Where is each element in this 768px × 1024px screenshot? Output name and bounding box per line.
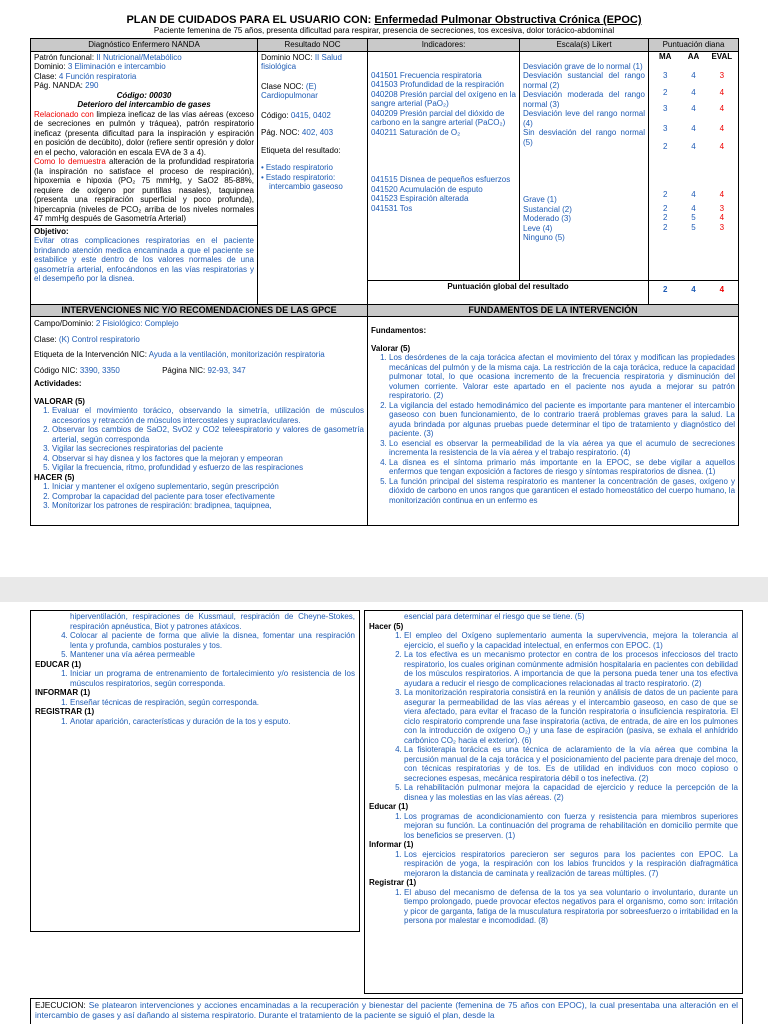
title-prefix: PLAN DE CUIDADOS PARA EL USUARIO CON: — [126, 14, 372, 26]
scores-cell: MA AA EVAL 3 4 3 2 4 4 3 4 4 3 4 4 2 4 4 2 4 4 2 4 3 2 5 4 2 5 3 — [649, 51, 739, 281]
scores-grupo1: 3 4 3 2 4 4 3 4 4 3 4 4 2 4 4 — [662, 71, 725, 151]
document-subtitle: Paciente femenina de 75 años, presenta dificultad para respirar, presencia de secreciones, tos excesiva, dolor torácico-abdominal — [153, 26, 615, 35]
likert-cell — [520, 51, 649, 281]
ejecucion-label: EJECUCION: — [35, 1000, 86, 1010]
header-indicadores: Indicadores: — [368, 39, 520, 52]
noc-cell: Dominio NOC: II Salud fisiológica Clase NOC: (E) Cardiopulmonar Código: 0415, 0402 Pág. NOC: 402, 403 Etiqueta del resultado: • Estado respiratorio • Estado respiratorio: intercambio gaseoso — [258, 51, 368, 304]
table-body-row — [31, 51, 739, 281]
nanda-diagnostico: Deterioro del intercambio de gases — [77, 100, 211, 109]
document-title — [0, 14, 768, 26]
table-header-row — [31, 39, 739, 52]
header-puntuacion: Puntuación diana — [649, 39, 739, 52]
nanda-relacionado: Relacionado con limpieza ineficaz de las vías aéreas (exceso de secreciones en pulmón y tráquea), patrón respiratorio ineficaz (presenta dificultad para la inspiración y espiración en posición de decúbito), dolor (refiere sentir opresión y dolor en el pecho, valoración en escala EVA de 3 a 4). — [34, 109, 254, 157]
nanda-codigo: Código: 00030 — [116, 90, 172, 100]
noc-resultados: • Estado respiratorio • Estado respiratorio: intercambio gaseoso — [261, 163, 364, 192]
indicadores-cell — [368, 51, 520, 281]
global-score-label: Puntuación global del resultado — [368, 281, 649, 304]
nanda-cell: Patrón funcional: II Nutricional/Metabólico Dominio: 3 Eliminación e intercambio Clase: 4 Función respiratoria Pág. NANDA: 290 Código: 00030 Deterioro del intercambio de gases Relacionado con limpieza ineficaz de las vías aéreas (exceso de secreciones en pulmón y tráquea), patrón respiratorio ineficaz (presenta dificultad para la inspiración y espiración en posición de decúbito), dolor (refiere sentir opresión y dolor en el pecho, valoración en escala EVA de 3 a 4). Como lo demuestra alteración de la profundidad respiratoria (la inspiración no satisface el proceso de respiración), hipoxemia e hipoxia (PO₂ 75 mmHg, y SaO2 85-88%, requiere de oxígeno por puntillas nasales), taquipnea (presenta una respiración superficial y poco profunda), hipercapnia (niveles de PCO₂ arriba de los niveles normales 47 mmHg después de Gasometría Arterial) Objetivo: Evitar otras complicaciones respiratorias en el paciente brindando atención medica encaminada a que el paciente se estabilice y este dentro de los valores normales de una gasometría arterial, enfocándonos en las vías respiratorias y el desempeño por la disnea. — [31, 51, 258, 304]
indicadores-grupo2: 041515 Disnea de pequeños esfuerzos 041520 Acumulación de esputo 041523 Espiración alterada 041531 Tos — [371, 175, 511, 213]
fundamentos-continuation: esencial para determinar el riesgo que se tiene. (5) Hacer (5) 1. El empleo del Oxígeno suplementario aumenta la supervivencia, mejora la tolerancia al ejercicio, el sueño y la capacidad intelectual, en enfermos con EPOC. (1) 2. La tos efectiva es un mecanismo protector en contra de los procesos infecciosos del tracto respiratorio, los cuales originan comúnmente admisión hospitalaria en pacientes con debilidad de los músculos respiratorios. A importancia de que la persona pueda tener una tos efectiva ayudara a reducir el riesgo de complicaciones relacionadas al tracto respiratorio. (2) 3. La monitorización respiratoria consistirá en la reunión y análisis de datos de un paciente para asegurar la permeabilidad de las vías aéreas y el intercambio gaseoso, en caso de que se viera afectado, para evitar el fracaso de la función respiratoria o insuficiencia respiratoria. El ciclo respiratorio comprende una fase inspiratoria (activa, de entrada, de aire en los pulmones con la introducción de oxígeno O₂) y una fase de espiración (pasiva, se exhala el anhídrido carbónico CO₂ hacia el exterior). (6) 4. La fisioterapia torácica es una técnica de aclaramiento de la vía aérea que combina la percusión manual de la caja torácica y el posicionamiento del paciente para drenaje del moco, con técnicas respiratorias y de tos. Es de utilidad en individuos con moco copioso o secreciones espesas, mecánica respiratoria débil o tos inefectiva. (2) 5. La rehabilitación pulmonar mejora la capacidad de ejercicio y reduce la percepción de la disnea y las molestias en las vías aéreas. (2) Educar (1) 1. Los programas de acondicionamiento con fuerza y resistencia para miembros superiores mejoran su función. La continuación del programa de rehabilitación en domicilio permite que los beneficios se preserven. (1) Informar (1) 1. Los ejercicios respiratorios parecieron ser seguros para los pacientes con EPOC. La respiración de yoga, la respiración con los labios fruncidos y la respiración diafragmática mejoraron la distancia de caminata y realización de tareas múltiples. (7) Registrar (1) 1. El abuso del mecanismo de defensa de la tos ya sea voluntario o involuntario, durante un tiempo prolongado, puede provocar efectos negativos para el organismo, como son: irritación y picor de garganta, fatiga de la musculatura respiratoria por sobreesfuerzo o irritabilidad en la persona por malestar e incomodidad. (8) — [364, 610, 743, 994]
scores-grupo2: 2 4 4 2 4 3 2 5 4 2 5 3 — [662, 189, 725, 232]
title-condition: Enfermedad Pulmonar Obstructiva Crónica (EPOC) — [374, 14, 642, 26]
interventions-row — [31, 317, 739, 526]
likert-escala1: Desviación grave de lo normal (1) Desviación sustancial del rango normal (2) Desviación moderada del rango normal (3) Desviación leve del rango normal (4) Sin desviación del rango normal (5) — [523, 61, 645, 147]
nanda-demuestra: Como lo demuestra alteración de la profundidad respiratoria (la inspiración no satisface el proceso de respiración), hipoxemia e hipoxia (PO₂ 75 mmHg, y SaO2 85-88%, requiere de oxígeno por puntillas nasales), taquipnea (presenta una respiración superficial y poco profunda), hipercapnia (niveles de PCO₂ arriba de los niveles normales 47 mmHg después de Gasometría Arterial) — [34, 157, 254, 223]
section-header-row — [31, 304, 739, 317]
document-page-2 — [0, 602, 768, 1024]
header-noc: Resultado NOC — [258, 39, 368, 52]
global-score-values: 2 4 4 — [649, 281, 739, 304]
header-likert: Escala(s) Likert — [520, 39, 649, 52]
nanda-objetivo: Objetivo: Evitar otras complicaciones respiratorias en el paciente brindando atención medica encaminada a que el paciente se estabilice y este dentro de los valores normales de una gasometría arterial, enfocándonos en las vías respiratorias y el desempeño por la disnea. — [31, 225, 257, 284]
header-nanda: Diagnóstico Enfermero NANDA — [31, 39, 258, 52]
fundamentos-cell: Fundamentos: Valorar (5) 1. Los desórdenes de la caja torácica afectan el movimiento del tórax y modifican las propiedades mecánicas del pulmón y de la misma caja. La restricción de la caja torácica, reduce la capacidad pulmonar total, lo que ocasiona incremento de la frecuencia respiratoria y disminución del volumen corriente. Valorar este apartado en el paciente nos ayuda a mejorar su patrón respiratorio. (2) 2. La vigilancia del estado hemodinámico del paciente es importante para mantener el intercambio gaseoso con buen funcionamiento, de lo contrario traerá problemas graves para la salud. La ayuda brindada por algunas pruebas puede determinar el tipo de tratamiento y diagnóstico del paciente. (3) 3. Lo esencial es observar la permeabilidad de la vía aérea ya que el acumulo de secreciones incrementa la resistencia de la vía aérea y el trabajo respiratorio. (4) 4. La disnea es el síntoma primario más importante en la EPOC, se debe vigilar a aquellos enfermos que tengan exposición a factores de riesgo y síntomas respiratorios de disnea. (1) 5. La función principal del sistema respiratorio es mantener la concentración de gases, oxígeno y dióxido de carbono en unos rangos que garanticen el estado homeostático del cuerpo humano, la monitorización continua en un enfermo es — [368, 317, 739, 526]
fundamentos-section-header: FUNDAMENTOS DE LA INTERVENCIÓN — [368, 304, 739, 317]
nic-section-header: INTERVENCIONES NIC Y/O RECOMENDACIONES DE LAS GPCE — [31, 304, 368, 317]
likert-escala2: Grave (1) Sustancial (2) Moderado (3) Leve (4) Ninguno (5) — [523, 195, 572, 242]
nic-cell: Campo/Dominio: 2 Fisiológico: Complejo Clase: (K) Control respiratorio Etiqueta de la Intervención NIC: Ayuda a la ventilación, monitorización respiratoria Código NIC: 3390, 3350 Página NIC: 92-93, 347 Actividades: VALORAR (5) 1. Evaluar el movimiento torácico, observando la simetría, utilización de músculos accesorios y retracción de músculos intercostales y supraclaviculares. 2. Observar los cambios de SaO2, SvO2 y CO2 teleespiratorio y valores de gasometría arterial, según corresponda 3. Vigilar las secreciones respiratorias del paciente 4. Observar si hay disnea y los factores que la mejoran y empeoran 5. Vigilar la frecuencia, ritmo, profundidad y esfuerzo de las respiraciones HACER (5) 1. Iniciar y mantener el oxígeno suplementario, según prescripción 2. Comprobar la capacidad del paciente para toser efectivamente 3. Monitorizar los patrones de respiración: bradipnea, taquipnea, — [31, 317, 368, 526]
ejecucion-text: Se platearon intervenciones y acciones encaminadas a la recuperación y bienestar del paciente (femenina de 75 años con EPOC), la cual presentaba una alteración en el intercambio de gases y así dañando al sistema respiratorio. Durante el tratamiento de la paciente se siguió el plan, desde la — [35, 1000, 738, 1020]
care-plan-table — [30, 38, 739, 526]
indicadores-grupo1: 041501 Frecuencia respiratoria 041503 Profundidad de la respiración 040208 Presión parcial del oxígeno en la sangre arterial (PaO₂) 040209 Presión parcial del dióxido de carbono en la sangre arterial (PaCO₂) 040211 Saturación de O₂ — [371, 70, 516, 137]
nic-continuation: hiperventilación, respiraciones de Kussmaul, respiración de Cheyne-Stokes, respiración apnéustica, Biot y patrones atáxicos. 4. Colocar al paciente de forma que alivie la disnea, fomentar una respiración lenta y profunda, cambios posturales y tos. 5. Mantener una vía aérea permeable EDUCAR (1) 1. Iniciar un programa de entrenamiento de fortalecimiento y/o resistencia de los músculos respiratorios, según corresponda. INFORMAR (1) 1. Enseñar técnicas de respiración, según corresponda. REGISTRAR (1) 1. Anotar aparición, características y duración de la tos y esputo. — [30, 610, 360, 932]
ejecucion-box — [30, 998, 743, 1024]
